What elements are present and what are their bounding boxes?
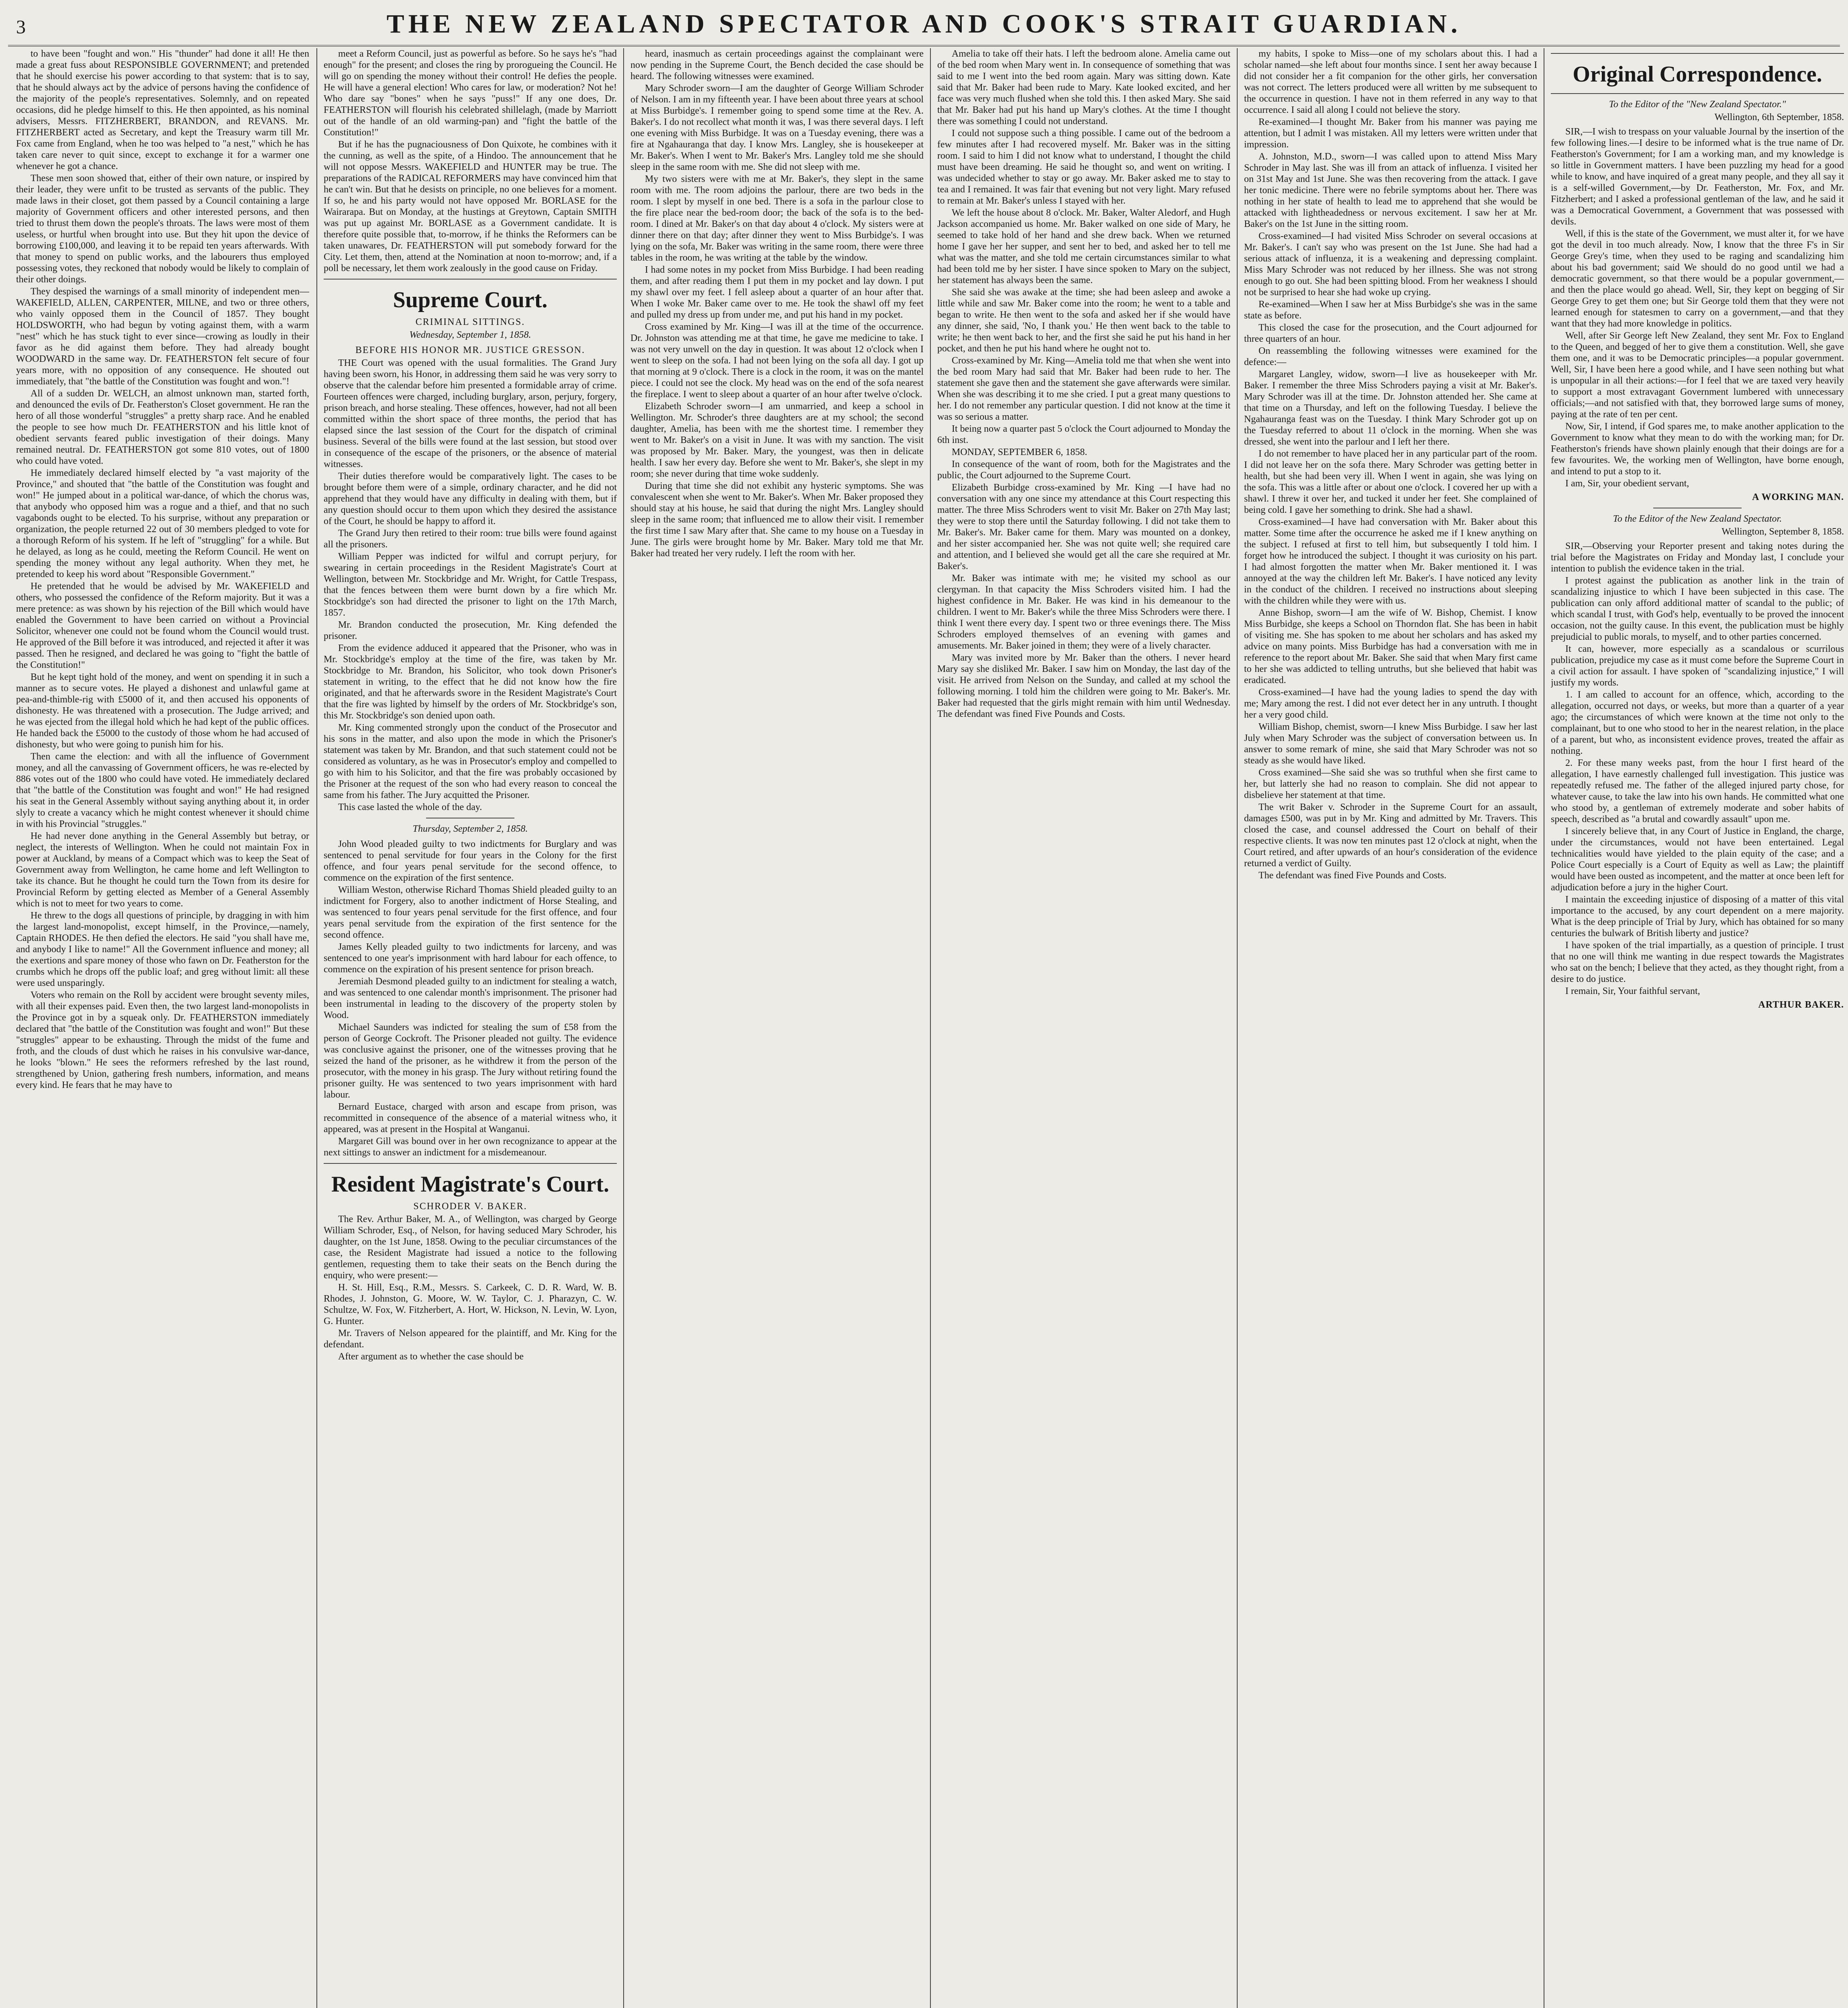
thursday-dateline: Thursday, September 2, 1858. — [412, 824, 528, 834]
newspaper-title: THE NEW ZEALAND SPECTATOR AND COOK'S STRAIT GUARDIAN. — [386, 9, 1462, 39]
paragraph: I maintain the exceeding injustice of disposing of a matter of this vital importance to the accused, by any court dependent on a mere majority. What is the deep principle of Trial by Jury, which has obtained for so many centuries the bulwark of British liberty and justice? — [1551, 894, 1844, 939]
paragraph: Mr. King commented strongly upon the conduct of the Prosecutor and his sons in the matter, and also upon the mode in which the Prisoner's statement was taken by Mr. Brandon, and that such statement could not be considered as voluntary, as he was in Prosecutor's employ and compelled to go with him to his Solicitor, and that the fire was probably occasioned by the Prisoner at the request of the son who had every reason to conceal the same from his father. The Jury acquitted the Prisoner. — [324, 722, 617, 800]
paragraph: Michael Saunders was indicted for stealing the sum of £58 from the person of George Cockroft. The Prisoner pleaded not guilty. The evidence was conclusive against the prisoner, one of the witnesses proving that he seized the hand of the prisoner, as he withdrew it from the person of the prosecutor, with the money in his grasp. The Jury without retiring found the prisoner guilty. He was sentenced to two years imprisonment with hard labour. — [324, 1022, 617, 1100]
paragraph: Cross-examined—I have had the young ladies to spend the day with me; Mary among the rest. I did not ever detect her in any untruth. I thought her a very good child. — [1244, 687, 1537, 720]
column-4 — [937, 48, 1230, 2008]
letter-1-signature: A WORKING MAN. — [1752, 492, 1844, 502]
paragraph: He immediately declared himself elected by "a vast majority of the Province," and shouted that "the battle of the Constitution was fought and won!" He jumped about in a political war-dance, of which the chorus was, that anybody who opposed him was a rogue and a thief, and that no such vagabonds ought to be elected. To his surprise, without any preparation or organization, the people returned 22 out of 30 members pledged to vote for a thorough Reform of his system. If he left of "struggling" for a while. But he delayed, as long as he could, meeting the Reform Council. He went on spending the money without any legal authority. When they met, he pretended to keep his word about "Responsible Government." — [16, 468, 309, 580]
paragraph: MONDAY, SEPTEMBER 6, 1858. — [952, 447, 1087, 457]
paragraph: Well, if this is the state of the Government, we must alter it, for we have got the devil in too much already. Now, I know that the three F's in Sir George Grey's time, when they used to be raging and scandalizing him about his bad government; said We should do no good until we had a democratic government, so that there would be a popular government,—and then the place would go ahead. Well, Sir, they kept on begging of Sir George Grey to get them one; but Sir George told them that they were not learned enough for statesmen to carry on a government,—and that they want that they had more knowledge in politics. — [1551, 229, 1844, 329]
letter-2-signature: ARTHUR BAKER. — [1758, 1000, 1844, 1010]
paragraph: Cross-examined by Mr. King—Amelia told me that when she went into the bed room Mary had said that Mr. Baker had been rude to her. The statement she gave then and the statement she gave afterwards were similar. When she was describing it to me she cried. I put a great many questions to her. I do not remember any particular question. I did not know at the time it was so serious a matter. — [937, 355, 1230, 422]
editorial-continued: But if he has the pugnaciousness of Don Quixote, he combines with it the cunning, as well as the spite, of a Hindoo. The announcement that he will not oppose Messrs. WAKEFIELD and HUNTER may be true. The preparations of the RADICAL REFORMERS may have convinced him that he can't win. But that he desists on principle, no one believes for a moment. If so, he and his party would not have opposed Mr. BORLASE for the Wairarapa. But on Monday, at the hustings at Greytown, Captain SMITH was put up against Mr. BORLASE as a Government candidate. It is therefore quite possible that, to-morrow, if he thinks the Reformers can be taken unawares, Dr. FEATHERSTON will put somebody forward for the City. Let them, then, attend at the Nomination at noon to-morrow; and, if a poll be necessary, let them work zealously in the good cause on Friday. — [324, 139, 617, 273]
paragraph: Voters who remain on the Roll by accident were brought seventy miles, with all their expenses paid. Even then, the two largest land-monopolists in the Province got in by a squeak only. Dr. FEATHERSTON immediately declared that "the battle of the Constitution was fought and won!" But these "struggles" appear to be exhausting. Through the midst of the fume and froth, and the clouds of dust which he raises in his convulsive war-dance, he looks "blown." He sees the reformers refreshed by the last round, strengthened by Union, gathering fresh numbers, information, and means every kind. He fears that he may have to — [16, 990, 309, 1090]
paragraph: The writ Baker v. Schroder in the Supreme Court for an assault, damages £500, was put in by Mr. King and admitted by Mr. Travers. This closed the case, and counsel addressed the Court on behalf of their respective clients. It was now ten minutes past 12 o'clock at night, when the Court retired, and after upwards of an hour's consideration of the evidence returned a verdict of Guilty. — [1244, 802, 1537, 869]
paragraph: From the evidence adduced it appeared that the Prisoner, who was in Mr. Stockbridge's employ at the time of the fire, was taken by Mr. Stockbridge to Mr. Brandon, his Solicitor, who took down Prisoner's statement in writing, to the effect that he did not know how the fire originated, and that he afterwards swore in the Resident Magistrate's Court that the fire was lighted by himself by the orders of Mr. Stockbridge's son, this Mr. Stockbridge's son denied upon oath. — [324, 643, 617, 721]
paragraph: This case lasted the whole of the day. — [338, 802, 482, 812]
paragraph: It being now a quarter past 5 o'clock the Court adjourned to Monday the 6th inst. — [937, 424, 1230, 445]
paragraph: Cross-examined—I had visited Miss Schroder on several occasions at Mr. Baker's. I can't say who was present on the 1st June. She had had a serious attack of influenza, it is a weakening and depressing complaint. Miss Mary Schroder was not reduced by her illness. She was not strong enough to go out. She had been spitting blood. From her weakness I should not be surprised to hear she had woke up crying. — [1244, 231, 1537, 298]
paragraph: I am, Sir, your obedient servant, — [1565, 478, 1689, 489]
paragraph: Then came the election: and with all the influence of Government money, and all the canvassing of Government officers, he was re-elected by 886 votes out of the 1800 who could have voted. He immediately declared that "the battle of the Constitution was fought and won!" He had resigned his seat in the General Assembly without saying anything about it, in order slyly to create a vacancy which he might contest whenever it should chime in with his Provincial "struggles." — [16, 751, 309, 829]
paragraph: Cross-examined—I have had conversation with Mr. Baker about this matter. Some time after the occurrence he asked me if I knew anything on the subject. I refused at first to tell him, but subsequently I told him. I forget how he introduced the subject. I thought it was curiosity on his part. I had almost forgotten the matter when Mr. Baker mentioned it. I was annoyed at the way the children left Mr. Baker's. I have noticed any levity in the conduct of the children. I received no instructions about sleeping with the children while they were with us. — [1244, 517, 1537, 606]
paragraph: These men soon showed that, either of their own nature, or inspired by their leader, they were unfit to be trusted as servants of the public. They made laws in their closet, got them passed by a Council containing a large majority of Government officers and other interested persons, and then tried to thrust them down the people's throats. The laws were most of them useless, or hurtful when brought into use. But they hit upon the device of borrowing £100,000, and leaving it to be repaid ten years afterwards. With that money to spend on public works, and the labourers thus employed possessing votes, they reckoned that nobody would be likely to complain of their other doings. — [16, 173, 309, 285]
paragraph: After argument as to whether the case should be — [338, 1351, 524, 1362]
paragraph: heard, inasmuch as certain proceedings against the complainant were now pending in the Supreme Court, the Bench decided the case should be heard. The following witnesses were examined. — [630, 49, 924, 82]
original-correspondence-heading: Original Correspondence. — [1573, 62, 1822, 87]
paragraph: Mr. Brandon conducted the prosecution, Mr. King defended the prisoner. — [324, 620, 617, 641]
paragraph: Now, Sir, I intend, if God spares me, to make another application to the Government to know what they mean to do with the working man; for Dr. Featherston's friends have shown plainly enough that their doings are for a few favourites. We, the working men of Wellington, have borne enough, and intend to put a stop to it. — [1551, 421, 1844, 477]
paragraph: I protest against the publication as another link in the train of scandalizing injustice to which I have been subjected in this case. The publication can only afford additional matter of scandal to the public; of which scandal I trust, with God's help, eventually to be proved the innocent occasion, not the guilty cause. In this event, the publication must be highly prejudicial to public morals, to myself, and to other parties concerned. — [1551, 575, 1844, 642]
paragraph: The defendant was fined Five Pounds and Costs. — [1259, 870, 1446, 881]
column-5 — [1244, 48, 1537, 2008]
paragraph: Cross examined by Mr. King—I was ill at the time of the occurrence. Dr. Johnston was attending me at that time, he gave me medicine to take. I was not very unwell on the day in question. It was about 12 o'clock when I went to sleep on the sofa. I had not been lying on the sofa all day. I got up that morning at 9 o'clock. There is a clock in the room, it was on the mantel piece. I could not see the clock. My head was on the end of the sofa nearest the fireplace. I went to sleep about a quarter of an hour after twelve o'clock. — [630, 322, 924, 400]
paragraph: It can, however, more especially as a scandalous or scurrilous publication, prejudice my case as it must come before the Supreme Court in a civil action for assault. I have spoken of "scandalizing injustice," I will justify my words. — [1551, 644, 1844, 688]
paragraph: 2. For these many weeks past, from the hour I first heard of the allegation, I have earnestly challenged full investigation. This justice was repeatedly refused me. The father of the alleged injured party chose, for whatever cause, to take the law into his own hands. He committed what one who stood by, a gentleman of extremely moderate and sober habits of speech, described as "a brutal and cowardly assault" upon me. — [1551, 758, 1844, 824]
paragraph: We left the house about 8 o'clock. Mr. Baker, Walter Aledorf, and Hugh Jackson accompanied us home. Mr. Baker walked on one side of Mary, he seemed to take hold of her hand and she drew back. When we returned home I gave her her supper, and sent her to bed, and asked her to tell me what was the matter, and she told me certain circumstances similar to what had been told me by her sister. I have since spoken to Mary on the subject, her statement has always been the same. — [937, 208, 1230, 286]
paragraph: I sincerely believe that, in any Court of Justice in England, the charge, under the circumstances, would not have been entertained. Legal technicalities would have yielded to the plain equity of the case; and a Police Court especially is a Court of Equity as well as Law; the plaintiff would have been ousted as incompetent, and the matter at once been left for adjudication before a jury in the higher Court. — [1551, 826, 1844, 893]
paragraph: Amelia to take off their hats. I left the bedroom alone. Amelia came out of the bed room when Mary went in. In consequence of something that was said to me I went into the bed room again. Mary was sitting down. Kate said that Mr. Baker had been rude to Mary. Kate looked excited, and her face was very much flushed when she told this. I then asked Mary. She said that Mr. Baker had put his hand up Mary's clothes. At the time I thought there was something I could not understand. — [937, 49, 1230, 127]
paragraph: Elizabeth Schroder sworn—I am unmarried, and keep a school in Wellington. Mr. Schroder's three daughters are at my school; the second daughter, Amelia, has been with me the shortest time. I remember they went to Mr. Baker's on a visit in June. It was with my sanction. The visit was proposed by Mr. Baker. Mary, the youngest, was then in delicate health. I saw her every day. Before she went to Mr. Baker's, she slept in my room; she never during that time woke suddenly. — [630, 401, 924, 479]
paragraph: A. Johnston, M.D., sworn—I was called upon to attend Miss Mary Schroder in May last. She was ill from an attack of influenza. I visited her on 31st May and 1st June. She was then recovering from the attack. I gave her tonic medicine. There were no febrile symptoms about her. There was nothing in her state of health to lead me to apprehend that she would be attacked with lightheadedness or nervous excitement. I saw her at Mr. Baker's on the 1st June in the sitting room. — [1244, 151, 1537, 229]
paragraph: Re-examined—When I saw her at Miss Burbidge's she was in the same state as before. — [1244, 299, 1537, 321]
paragraph: My two sisters were with me at Mr. Baker's, they slept in the same room with me. The room adjoins the parlour, there are two beds in the room. I slept by myself in one bed. There is a sofa in the parlour close to the fire place near the bed-room door; the back of the sofa is to the bed-room. I dined at Mr. Baker's on that day about 4 o'clock. My sisters were at dinner there on that day; after dinner they went to Miss Burbidge's. I was lying on the sofa, Mr. Baker was writing in the same room, there were three tables in the room, he was writing at the table by the window. — [630, 174, 924, 263]
paragraph: James Kelly pleaded guilty to two indictments for larceny, and was sentenced to one year's imprisonment with hard labour for each offence, to commence on the expiration of his present sentence for prison breach. — [324, 942, 617, 975]
paragraph: The Grand Jury then retired to their room: true bills were found against all the prisoners. — [324, 528, 617, 550]
paragraph: In consequence of the want of room, both for the Magistrates and the public, the Court adjourned to the Supreme Court. — [937, 459, 1230, 481]
masthead-rule — [8, 45, 1840, 47]
paragraph: THE Court was opened with the usual formalities. The Grand Jury having been sworn, his Honor, in addressing them said he was very sorry to observe that the calendar before him presented a formidable array of crime. Fourteen offences were charged, including burglary, arson, perjury, forgery, prison breach, and horse stealing. These offences, however, had not all been committed within the short space of three months, the period that has elapsed since the last session of the Court for the dispatch of criminal business. Several of the bills were found at the last session, but stood over in consequence of the escape of the prisoners, or the absence of material witnesses. — [324, 358, 617, 469]
paragraph: Elizabeth Burbidge cross-examined by Mr. King —I have had no conversation with any one since my attendance at this Court respecting this matter. The three Miss Schroders went to visit Mr. Baker on 27th May last; they were to stop there until the Saturday following. I did not take them to Mr. Baker's. Mr. Baker came for them. Mary was mounted on a donkey, and her sister accompanied her. She was not quite well; she required care and attention, and I believed she would get all the care she required at Mr. Baker's. — [937, 482, 1230, 571]
court-judge: BEFORE HIS HONOR MR. JUSTICE GRESSON. — [355, 345, 585, 355]
paragraph: my habits, I spoke to Miss—one of my scholars about this. I had a scholar named—she left about four months since. I sent her away because I did not consider her a fit companion for the other girls, her conversation was not correct. The letters produced were all written by me subsequent to the occurrence in question. I have not in them referred in any way to that occurrence. I said all along I could not believe the story. — [1244, 49, 1537, 115]
paragraph: Margaret Langley, widow, sworn—I live as housekeeper with Mr. Baker. I remember the three Miss Schroders paying a visit at Mr. Baker's. Mary Schroder was ill at the time. Dr. Johnston attended her. She came at that time on a Thursday, and left on the following Tuesday. I believe the Ngahauranga feast was on the Tuesday. I think Mary Schroder got up on the Tuesday referred to about 11 o'clock in the morning. When she was dressed, she went into the parlour and I left her there. — [1244, 369, 1537, 447]
criminal-sittings-subheading: CRIMINAL SITTINGS. — [415, 317, 525, 327]
paragraph: Well, after Sir George left New Zealand, they sent Mr. Fox to England to the Queen, and begged of her to give them a constitution. Well, she gave them one, and it was to be Democratic principles—a popular government. Well, Sir, I have been here a good while, and I have seen nothing but what is unpopular in all their actions:—for I feel that we are taxed very heavily to support a most extravagant Government lumbered with unnecessary officials;—and not satisfied with that, they borrowed large sums of money, paying at the rate of ten per cent. — [1551, 331, 1844, 420]
letter-1-body — [1551, 126, 1844, 489]
column-1-editorial — [16, 48, 309, 2008]
paragraph: William Weston, otherwise Richard Thomas Shield pleaded guilty to an indictment for Forgery, also to another indictment of Horse Stealing, and was sentenced to four years penal servitude for the first offence, and four years penal servitude from the expiration of the first sentence for the second offence. — [324, 885, 617, 940]
page-number: 3 — [16, 16, 26, 38]
paragraph: On reassembling the following witnesses were examined for the defence:— — [1244, 346, 1537, 367]
column-divider — [623, 48, 624, 2008]
letter-2-dateline: Wellington, September 8, 1858. — [1722, 526, 1844, 537]
paragraph: I remain, Sir, Your faithful servant, — [1565, 986, 1700, 996]
letter-2-body — [1551, 541, 1844, 997]
court-report — [324, 357, 617, 813]
paragraph: The Rev. Arthur Baker, M. A., of Wellington, was charged by George William Schroder, Esq., of Nelson, for having seduced Mary Schroder, his daughter, on the 1st June, 1858. Owing to the peculiar circumstances of the case, the Resident Magistrate had issued a notice to the following gentlemen, requesting them to take their seats on the Bench during the enquiry, who were present:— — [324, 1214, 617, 1281]
paragraph: He had never done anything in the General Assembly but betray, or neglect, the interests of Wellington. When he could not maintain Fox in power at Auckland, by means of a Compact which was to keep the Seat of Government away from Wellington, he came home and left Wellington to take its chance. But he thought he could turn the Town from its desire for Provincial Reform by getting elected as Member of a General Assembly which is not to meet for two years to come. — [16, 831, 309, 909]
paragraph: Re-examined—I thought Mr. Baker from his manner was paying me attention, but I admit I was mistaken. All my letters were written under that impression. — [1244, 117, 1537, 150]
letter-1-salutation: To the Editor of the "New Zealand Spectator." — [1609, 99, 1786, 110]
paragraph: H. St. Hill, Esq., R.M., Messrs. S. Carkeek, C. D. R. Ward, W. B. Rhodes, J. Johnston, G. Moore, W. W. Taylor, C. J. Pharazyn, C. W. Schultze, W. Fox, W. Fitzherbert, A. Hort, W. Hickson, N. Levin, W. Lyon, G. Hunter. — [324, 1282, 617, 1326]
column-2 — [324, 48, 617, 2008]
paragraph: Mary was invited more by Mr. Baker than the others. I never heard Mary say she disliked Mr. Baker. I saw him on Monday, the last day of the visit. He arrived from Nelson on the Sunday, and called at my school the following morning. I told him the children were going to Mr. Baker's. Mr. Baker had requested that the girls might remain with him until Wednesday. The defendant was fined Five Pounds and Costs. — [937, 653, 1230, 719]
section-rule — [1551, 93, 1844, 94]
paragraph: SIR,—Observing your Reporter present and taking notes during the trial before the Magistrates on Friday and Monday last, I conclude your intention to publish the evidence taken in the trial. — [1551, 541, 1844, 574]
paragraph: I had some notes in my pocket from Miss Burbidge. I had been reading them, and after reading them I put them in my pocket and lay down. I put my shawl over my feet. I fell asleep about a quarter of an hour after that. When I woke Mr. Baker came over to me. He took the shawl off my feet and pulled my dress up from under me, and put his hand in my pocket. — [630, 265, 924, 320]
magistrate-report — [324, 1214, 617, 1362]
resident-magistrates-court-heading: Resident Magistrate's Court. — [331, 1172, 610, 1197]
paragraph: William Bishop, chemist, sworn—I knew Miss Burbidge. I saw her last July when Mary Schroder was the subject of conversation between us. In answer to some remark of mine, she said that Mary Schroder was not so steady as she would have liked. — [1244, 722, 1537, 766]
paragraph: Mary Schroder sworn—I am the daughter of George William Schroder of Nelson. I am in my fifteenth year. I have been about three years at school at Miss Burbidge's. I remember going to spend some time at the Rev. A. Baker's. I do not recollect what month it was, I was there several days. I left one evening with Miss Burbidge. It was on a Tuesday evening, there was a fire at Ngahauranga that day. I know Mrs. Langley, she is housekeeper at Mr. Baker's. When I went to Mr. Baker's Mrs. Langley told me she should sleep in the same room with me. She did not sleep with me. — [630, 83, 924, 172]
paragraph: William Pepper was indicted for wilful and corrupt perjury, for swearing in certain proceedings in the Resident Magistrate's Court at Wellington, between Mr. Stockbridge and Mr. Wright, for Cattle Trespass, that the fences between them were burnt down by a fire which Mr. Stockbridge's son had directed the prisoner to light on the 17th March, 1857. — [324, 551, 617, 618]
case-title: SCHRODER V. BAKER. — [413, 1201, 527, 1212]
paragraph: Mr. Travers of Nelson appeared for the plaintiff, and Mr. King for the defendant. — [324, 1328, 617, 1350]
paragraph: Mr. Baker was intimate with me; he visited my school as our clergyman. In that capacity the Miss Schroders visited him. I had the highest confidence in Mr. Baker. He was kind in his demeanour to the children. I went to Mr. Baker's while the three Miss Schroders were there. I think I went there every day. I spent two or three evenings there. The Miss Schroders employed themselves of an evening with games and amusements. Mr. Baker joined in them; they were of a lively character. — [937, 573, 1230, 651]
paragraph: Jeremiah Desmond pleaded guilty to an indictment for stealing a watch, and was sentenced to one calendar month's imprisonment. The prisoner had been instrumental in leading to the discovery of the property stolen by Wood. — [324, 976, 617, 1020]
section-rule — [1551, 53, 1844, 54]
letter-1-dateline: Wellington, 6th September, 1858. — [1714, 112, 1844, 122]
section-rule — [324, 279, 617, 280]
column-3 — [630, 48, 924, 2008]
paragraph: Margaret Gill was bound over in her own recognizance to appear at the next sittings to answer an indictment for a misdemeanour. — [324, 1136, 617, 1158]
paragraph: John Wood pleaded guilty to two indictments for Burglary and was sentenced to penal servitude for four years in the Colony for the first offence, and four years penal servitude for the second offence, to commence on the expiration of the first sentence. — [324, 839, 617, 883]
paragraph: But he kept tight hold of the money, and went on spending it in such a manner as to secure votes. He played a dishonest and unlawful game at pea-and-thimble-rig with £5000 of it, and then accused his opponents of dishonesty. He was threatened with a prosecution. The Judge arrived; and he was ejected from the illegal hold which he had kept of the public offices. He handed back the £5000 to the custody of those whom he had accused of dishonesty, but who were going to punish him for his. — [16, 672, 309, 750]
paragraph: He pretended that he would be advised by Mr. WAKEFIELD and others, who possessed the confidence of the Reform majority. But it was a mere pretence: as was shown by his rejection of the Bill which would have enabled the Government to have been carried on without a Provincial Solicitor, whenever one could not be found whom the Council would trust. He approved of the Bill before it was introduced, and rejected it after it was passed. Then he resigned, and declared he was going to "fight the battle of the Constitution!" — [16, 581, 309, 670]
column-6-correspondence — [1551, 48, 1844, 2008]
thursday-report — [324, 839, 617, 1158]
paragraph: Bernard Eustace, charged with arson and escape from prison, was recommitted in consequence of the absence of a material witness who, it appeared, was at present in the Hospital at Wanganui. — [324, 1102, 617, 1135]
paragraph: All of a sudden Dr. WELCH, an almost unknown man, started forth, and denounced the evils of Dr. Featherston's Closet government. He ran the hero of all those wonderful "struggles" a pretty sharp race. And he enabled the people to see how much Dr. FEATHERSTON and his little knot of obedient servants feared public investigation of their doings. Many remained neutral. Dr. FEATHERSTON got some 810 votes, out of 1800 who could have voted. — [16, 388, 309, 466]
paragraph: 1. I am called to account for an offence, which, according to the allegation, occurred not days, or weeks, but more than a quarter of a year ago; the circumstances of which were known at the time not only to the complainant, but to one who stood to her in the nearest relation, in the place of a parent, but who, as inconsistent evidence proves, treated the affair as nothing. — [1551, 690, 1844, 756]
paragraph: to have been "fought and won." His "thunder" had done it all! He then made a great fuss about RESPONSIBLE GOVERNMENT; and pretended that he should exercise his power according to that system: that is to say, that he should always act by the advice of persons having the confidence of the majority of the people's representatives. Solemnly, and on repeated occasions, did he pledge himself to this. He then appointed, as his nominal advisers, Messrs. FITZHERBERT, BRANDON, and REVANS. Mr. FITZHERBERT acted as Secretary, and kept the Treasury warm till Mr. Fox came from England, when he too was helped to "a nest," which he has taken care never to quit since, except to exchange it for a warmer one whenever he got a chance. — [16, 49, 309, 171]
letter-2-salutation: To the Editor of the New Zealand Spectator. — [1613, 514, 1782, 524]
paragraph: Cross examined—She said she was so truthful when she first came to her, but latterly she had no reason to complain. She did not appear to disbelieve her statement at that time. — [1244, 767, 1537, 800]
paragraph: I could not suppose such a thing possible. I came out of the bedroom a few minutes after I had recovered myself. Mr. Baker was in the sitting room. I said to him I did not know what to understand, I thought the child must have been dreaming. He said he thought so, and went on writing. I was undecided whether to stay or go away. Mr. Baker asked me to stay to tea and I remained. It was fair that evening but not very light. Mary refused to remain at Mr. Baker's unless I stayed with her. — [937, 128, 1230, 206]
editorial-continued: meet a Reform Council, just as powerful as before. So he says he's "had enough" for the present; and closes the ring by prorogueing the Council. He will go on spending the money without their control! He defies the people. He will have a general election! Who cares for law, or moderation? Not he! Who dare say "bones" when he says "puss!" If any one does, Dr. FEATHERSTON will flourish his celebrated shillelagh, (made by Marriott out of the handle of an old warming-pan) and "fight the battle of the Constitution!" — [324, 49, 617, 138]
column-divider — [316, 48, 317, 2008]
masthead — [0, 4, 1848, 44]
court-dateline: Wednesday, September 1, 1858. — [409, 330, 531, 340]
paragraph: He threw to the dogs all questions of principle, by dragging in with him the largest land-monopolist, except himself, in the Province,—namely, Captain RHODES. He then defied the electors. He said "you shall have me, and anybody I like to name!" All the Government influence and money; all the exertions and spare money of those who fawn on Dr. Featherston for the crumbs which he drops off the public loaf; and greg without limit: all these were used unsparingly. — [16, 910, 309, 988]
paragraph: I do not remember to have placed her in any particular part of the room. I did not leave her on the sofa there. Mary Schroder was getting better in health, but she had been very ill. When I went in again, she was lying on the sofa. This was a little after or about one o'clock. I covered her up with a shawl. I threw it over her, and tucked it under her feet. She complained of being cold. I gave her something to drink. She had a shawl. — [1244, 449, 1537, 515]
paragraph: They despised the warnings of a small minority of independent men—WAKEFIELD, ALLEN, CARPENTER, MILNE, and two or three others, who vainly opposed them in the Council of 1857. They bought HOLDSWORTH, who had begun by voting against them, with a warm "nest" which he has stuck tight to ever since—crowing as loudly in their favor as he did against them before. They had already bought WOODWARD in the same way. Dr. FEATHERSTON felt secure of four years more, with no opposition of any consequence. He shouted out immediately, that "the battle of the Constitution was fought and won."! — [16, 286, 309, 387]
paragraph: This closed the case for the prosecution, and the Court adjourned for three quarters of an hour. — [1244, 322, 1537, 344]
paragraph: SIR,—I wish to trespass on your valuable Journal by the insertion of the few following lines.—I desire to be informed what is the true name of Dr. Featherston's Government; for I am a working man, and my knowledge is so little in Government matters. I have been puzzling my head for a good while to know, and have inquired of a great many people, and they all say it is a self-willed Government,—by Dr. Featherston, Mr. Fox, and Mr. Fitzherbert; and I asked a professional gentleman of the law, and he said it was a Democratical Government, a Government that was possessed with devils. — [1551, 127, 1844, 227]
paragraph: Their duties therefore would be comparatively light. The cases to be brought before them were of a simple, ordinary character, and he did not apprehend that they would have any difficulty in dealing with them, but if any question should occur to them upon which they desired the assistance of the Court, he should be happy to afford it. — [324, 471, 617, 526]
paragraph: Anne Bishop, sworn—I am the wife of W. Bishop, Chemist. I know Miss Burbidge, she keeps a School on Thorndon flat. She has been in habit of visiting me. She has spoken to me about her scholars and has asked my advice on many points. Miss Burbidge has had a conversation with me in reference to the report about Mr. Baker. She said that when Mary first came to her she was addicted to telling untruths, but she believed that habit was eradicated. — [1244, 608, 1537, 686]
supreme-court-heading: Supreme Court. — [393, 288, 548, 312]
paragraph: She said she was awake at the time; she had been asleep and awoke a little while and saw Mr. Baker come into the room; he went to a table and began to write. He then went to the sofa and asked her if she would have any dinner, she said, 'No, I thank you.' He then went back to the table to write; he then went back to her, and the first she said he put his hand in her pocket, and then he put his hand where he ought not to. — [937, 287, 1230, 354]
paragraph: I have spoken of the trial impartially, as a question of principle. I trust that no one will think me wanting in due respect towards the Magistrates who sat on the bench; I believe that they acted, as they thought right, from a desire to do justice. — [1551, 940, 1844, 984]
column-divider — [1237, 48, 1238, 2008]
section-rule — [324, 1163, 617, 1164]
paragraph: During that time she did not exhibit any hysteric symptoms. She was convalescent when she went to Mr. Baker's. When Mr. Baker proposed they should stay at his house, he said that during the night Mrs. Langley should sleep in the same room; that influenced me to allow their visit. I remember the first time I saw Mary after that. She came to my house on a Tuesday in June. The girls were brought home by Mr. Baker. Mary told me that Mr. Baker had treated her very rudely. I left the room with her. — [630, 481, 924, 559]
column-divider — [930, 48, 931, 2008]
